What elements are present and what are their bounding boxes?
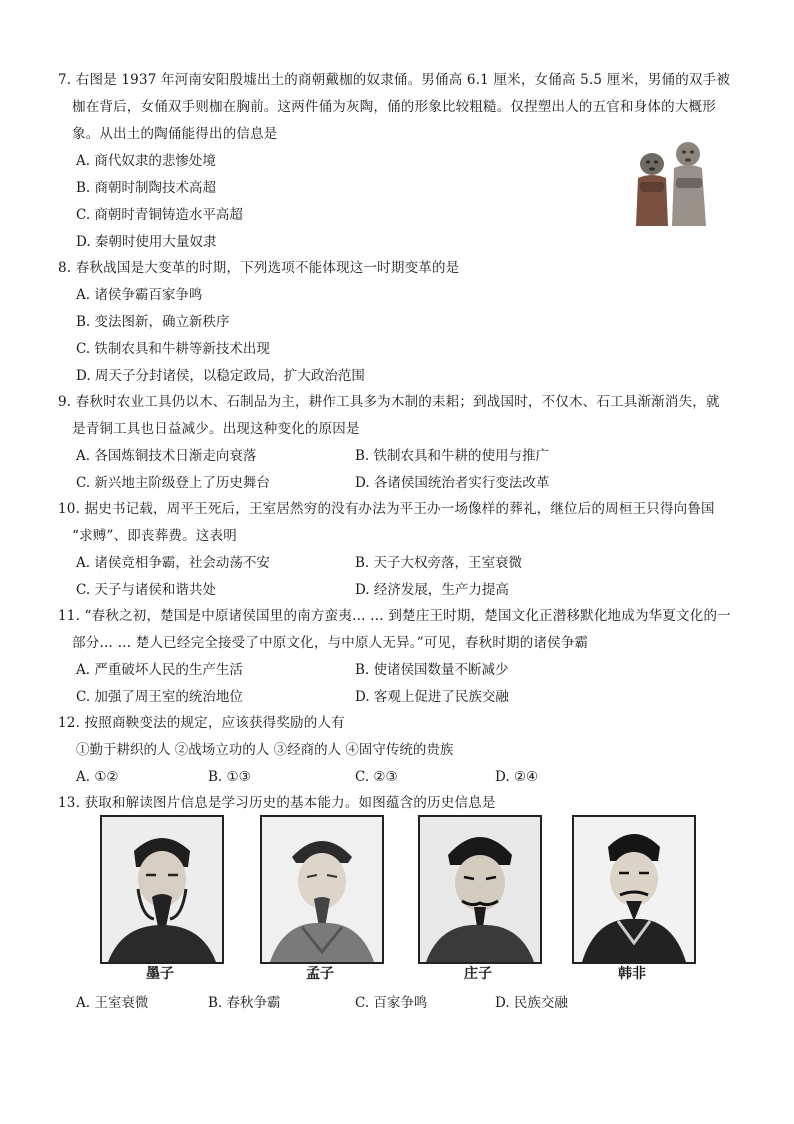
q8-option-c[interactable]: C. 铁制农具和牛耕等新技术出现 xyxy=(76,341,270,357)
portrait-mozi-caption: 墨子 xyxy=(146,966,174,982)
q8-option-b[interactable]: B. 变法图新，确立新秩序 xyxy=(76,314,230,330)
q12-option-c[interactable]: C. ②③ xyxy=(355,769,398,785)
q10-option-b[interactable]: B. 天子大权旁落，王室衰微 xyxy=(355,555,523,571)
q8-option-d[interactable]: D. 周天子分封诸侯，以稳定政局，扩大政治范围 xyxy=(76,368,365,384)
q12-option-a[interactable]: A. ①② xyxy=(76,769,119,785)
q12-option-b[interactable]: B. ①③ xyxy=(208,769,251,785)
q12-option-d[interactable]: D. ②④ xyxy=(495,769,539,785)
portrait-hanfei xyxy=(572,815,696,964)
q9-option-a[interactable]: A. 各国炼铜技术日渐走向衰落 xyxy=(76,448,257,464)
q11-option-d[interactable]: D. 客观上促进了民族交融 xyxy=(355,689,509,705)
q13-option-d[interactable]: D. 民族交融 xyxy=(495,995,568,1011)
q11-option-b[interactable]: B. 使诸侯国数量不断减少 xyxy=(355,662,509,678)
q13-stem-line1: 13. 获取和解读图片信息是学习历史的基本能力。如图蕴含的历史信息是 xyxy=(58,795,496,811)
q9-stem-line1: 9. 春秋时农业工具仍以木、石制品为主，耕作工具多为木制的耒耜；到战国时，不仅木、石工具渐渐消失，就 xyxy=(58,394,720,410)
q9-option-d[interactable]: D. 各诸侯国统治者实行变法改革 xyxy=(355,475,550,491)
q10-stem-line1: 10. 据史书记载，周平王死后，王室居然穷的没有办法为平王办一场像样的葬礼，继位后的周桓王只得向鲁国 xyxy=(58,501,715,517)
q7-option-a[interactable]: A. 商代奴隶的悲惨处境 xyxy=(76,153,216,169)
q10-stem-line2: “求赙”、即丧葬费。这表明 xyxy=(72,528,237,544)
q10-option-a[interactable]: A. 诸侯竞相争霸，社会动荡不安 xyxy=(76,555,270,571)
q10-option-c[interactable]: C. 天子与诸侯和谐共处 xyxy=(76,582,216,598)
q7-option-b[interactable]: B. 商朝时制陶技术高超 xyxy=(76,180,217,196)
q12-stem-line1: 12. 按照商鞅变法的规定，应该获得奖励的人有 xyxy=(58,715,345,731)
q11-option-a[interactable]: A. 严重破坏人民的生产生活 xyxy=(76,662,243,678)
q8-stem-line1: 8. 春秋战国是大变革的时期，下列选项不能体现这一时期变革的是 xyxy=(58,260,460,276)
q7-stem-line1: 7. 右图是 1937 年河南安阳殷墟出土的商朝戴枷的奴隶俑。男俑高 6.1 厘米，女俑高 5.5 厘米，男俑的双手被 xyxy=(58,72,731,88)
portrait-zhuangzi-caption: 庄子 xyxy=(464,966,492,982)
q7-option-c[interactable]: C. 商朝时青铜铸造水平高超 xyxy=(76,207,243,223)
q8-option-a[interactable]: A. 诸侯争霸百家争鸣 xyxy=(76,287,203,303)
portrait-hanfei-caption: 韩非 xyxy=(618,966,646,982)
q7-stem-line3: 象。从出土的陶俑能得出的信息是 xyxy=(72,126,278,142)
q7-option-d[interactable]: D. 秦朝时使用大量奴隶 xyxy=(76,234,217,250)
portrait-mencius-caption: 孟子 xyxy=(306,966,334,982)
q9-option-b[interactable]: B. 铁制农具和牛耕的使用与推广 xyxy=(355,448,550,464)
portrait-mozi xyxy=(100,815,224,964)
q9-stem-line2: 是青铜工具也日益减少。出现这种变化的原因是 xyxy=(72,421,360,437)
q13-option-c[interactable]: C. 百家争鸣 xyxy=(355,995,428,1011)
slave-figurines-image xyxy=(628,138,714,230)
q13-option-a[interactable]: A. 王室衰微 xyxy=(76,995,149,1011)
q7-stem-line2: 枷在背后，女俑双手则枷在胸前。这两件俑为灰陶，俑的形象比较粗糙。仅捏塑出人的五官和身体的大概形 xyxy=(72,99,716,115)
q10-option-d[interactable]: D. 经济发展，生产力提高 xyxy=(355,582,509,598)
q11-stem-line1: 11. “春秋之初，楚国是中原诸侯国里的南方蛮夷… … 到楚庄王时期，楚国文化正潜移默化地成为华夏文化的一 xyxy=(58,608,731,624)
philosopher-portraits xyxy=(100,815,700,990)
q12-statements: ①勤于耕织的人 ②战场立功的人 ③经商的人 ④固守传统的贵族 xyxy=(76,742,454,758)
q13-option-b[interactable]: B. 春秋争霸 xyxy=(208,995,281,1011)
portrait-mencius xyxy=(260,815,384,964)
q11-stem-line2: 部分… … 楚人已经完全接受了中原文化，与中原人无异。”可见，春秋时期的诸侯争霸 xyxy=(72,635,589,651)
q11-option-c[interactable]: C. 加强了周王室的统治地位 xyxy=(76,689,243,705)
portrait-zhuangzi xyxy=(418,815,542,964)
q9-option-c[interactable]: C. 新兴地主阶级登上了历史舞台 xyxy=(76,475,270,491)
